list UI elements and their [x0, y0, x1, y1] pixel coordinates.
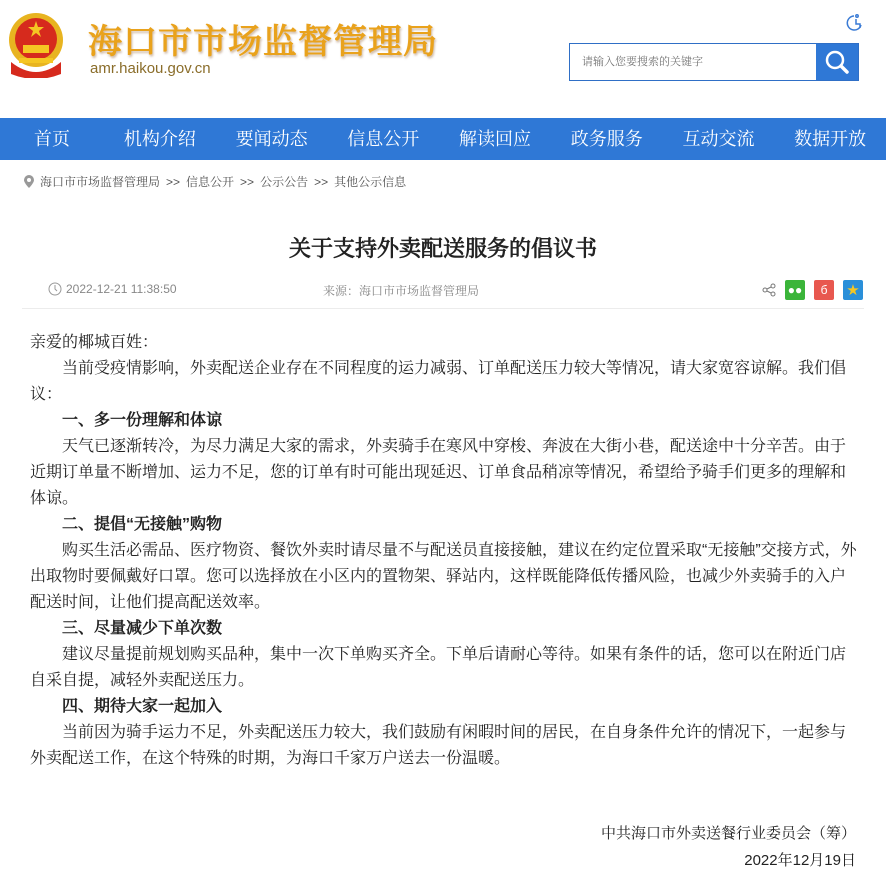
- nav-home[interactable]: 首页: [34, 129, 70, 149]
- site-title: 海口市市场监督管理局: [88, 23, 438, 61]
- nav-gov-services[interactable]: 政务服务: [570, 129, 643, 149]
- signature-date: 2022年12月19日: [744, 852, 856, 869]
- wechat-share-icon[interactable]: ●●: [785, 280, 805, 300]
- search-icon: [824, 49, 850, 75]
- article-body: [30, 330, 860, 772]
- breadcrumb-item[interactable]: 公示公告: [260, 175, 309, 189]
- article-title: 关于支持外卖配送服务的倡议书: [288, 236, 597, 261]
- publish-date: [48, 282, 177, 296]
- share-icon[interactable]: [762, 283, 776, 297]
- paragraph: 天气已逐渐转冷，为尽力满足大家的需求，外卖骑手在寒风中穿梭、奔波在大街小巷，配送途中十分辛苦。由于近期订单量不断增加、运力不足，您的订单有时可能出现延迟、订单食品稍凉等情况，希望给予骑手们更多的理解和体谅。: [30, 438, 847, 507]
- search-button[interactable]: [816, 44, 858, 80]
- signature-block: [601, 820, 856, 874]
- breadcrumb-item[interactable]: 海口市市场监督管理局: [40, 175, 161, 189]
- main-nav: [0, 118, 886, 160]
- article-source: [323, 282, 479, 299]
- site-url: amr.haikou.gov.cn: [90, 60, 211, 77]
- paragraph: 当前受疫情影响，外卖配送企业存在不同程度的运力减弱、订单配送压力较大等情况，请大家宽容谅解。我们倡议：: [30, 360, 847, 403]
- paragraph: 购买生活必需品、医疗物资、餐饮外卖时请尽量不与配送员直接接触，建议在约定位置采取“无接触”交接方式，外出取物时要佩戴好口罩。您可以选择放在小区内的置物架、驿站内，这样既能降低传播风险，也减少外卖骑手的入户配送时间，让他们提高配送效率。: [30, 542, 857, 611]
- nav-interpretation[interactable]: 解读回应: [459, 129, 532, 149]
- weibo-share-icon[interactable]: б: [814, 280, 834, 300]
- nav-organization[interactable]: 机构介绍: [123, 129, 196, 149]
- national-emblem-logo: [5, 12, 67, 78]
- article-meta: [48, 280, 863, 308]
- breadcrumb: [24, 173, 406, 190]
- section-heading: 二、提倡“无接触”购物: [62, 516, 223, 533]
- paragraph: 当前因为骑手运力不足，外卖配送压力较大，我们鼓励有闲暇时间的居民，在自身条件允许的情况下，一起参与外卖配送工作，在这个特殊的时期，为海口千家万户送去一份温暖。: [30, 724, 847, 767]
- source-label: 来源：: [323, 284, 360, 298]
- search-input[interactable]: [570, 44, 816, 80]
- accessibility-icon[interactable]: [846, 13, 864, 31]
- qzone-share-icon[interactable]: ★: [843, 280, 863, 300]
- section-heading: 三、尽量减少下单次数: [62, 620, 223, 637]
- nav-news[interactable]: 要闻动态: [235, 129, 308, 149]
- section-heading: 四、期待大家一起加入: [62, 698, 223, 715]
- nav-interaction[interactable]: 互动交流: [682, 129, 755, 149]
- clock-icon: [48, 282, 62, 296]
- salutation: 亲爱的椰城百姓：: [30, 334, 159, 351]
- search-box: [569, 43, 859, 81]
- breadcrumb-item[interactable]: 信息公开: [186, 175, 235, 189]
- location-pin-icon: [24, 175, 34, 188]
- signature: 中共海口市外卖送餐行业委员会（筹）: [600, 825, 856, 842]
- breadcrumb-separator: >>: [314, 174, 329, 189]
- paragraph: 建议尽量提前规划购买品种，集中一次下单购买齐全。下单后请耐心等待。如果有条件的话，您可以在附近门店自采自提，减轻外卖配送压力。: [30, 646, 847, 689]
- header: [0, 0, 886, 118]
- source-value: 海口市市场监督管理局: [359, 284, 480, 298]
- divider: [22, 308, 864, 309]
- breadcrumb-separator: >>: [166, 174, 181, 189]
- share-bar: [762, 280, 863, 300]
- nav-open-data[interactable]: 数据开放: [794, 129, 867, 149]
- section-heading: 一、多一份理解和体谅: [62, 412, 223, 429]
- nav-info-disclosure[interactable]: 信息公开: [347, 129, 420, 149]
- breadcrumb-item[interactable]: 其他公示信息: [334, 175, 407, 189]
- breadcrumb-separator: >>: [240, 174, 255, 189]
- publish-date-text: 2022-12-21 11:38:50: [66, 282, 177, 296]
